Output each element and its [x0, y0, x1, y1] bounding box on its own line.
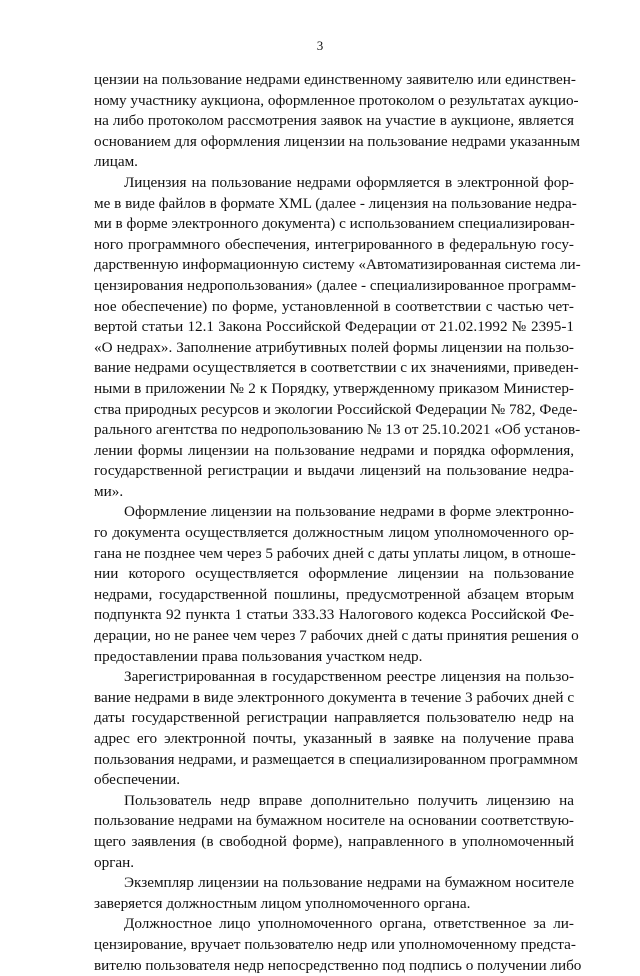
text-line: на либо протоколом рассмотрения заявок на участие в аукционе, является [94, 112, 574, 130]
text-line: подпункта 92 пункта 1 статьи 333.33 Налогового кодекса Российской Фе- [94, 606, 574, 624]
page-number: 3 [316, 38, 324, 53]
text-line: вителю пользователя недр непосредственно под подпись о получении либо [94, 956, 582, 974]
text-line: Лицензия на пользование недрами оформляется в электронной фор- [124, 173, 574, 191]
text-line: основанием для оформления лицензии на пользование недрами указанным [94, 132, 581, 150]
paragraph [94, 173, 581, 503]
text-line: лицам. [94, 153, 138, 171]
text-line: дарственную информационную систему «Автоматизированная система ли- [94, 256, 581, 274]
text-line: ства природных ресурсов и экологии Российской Федерации № 782, Феде- [94, 400, 578, 418]
text-line: заверяется должностным лицом уполномоченного органа. [94, 894, 471, 912]
document-body [94, 70, 582, 976]
text-line: пользования недрами, и размещается в специализированном программном [94, 750, 578, 768]
text-line: нии которого осуществляется оформление лицензии на пользование [94, 565, 574, 583]
text-line: ме в виде файлов в формате XML (далее - лицензия на пользование недра- [94, 194, 577, 212]
text-line: Экземпляр лицензии на пользование недрами на бумажном носителе [124, 874, 574, 892]
text-line: адрес его электронной почты, указанный в заявке на получение права [94, 730, 574, 747]
paragraph [94, 502, 579, 667]
paragraph [94, 873, 574, 914]
text-line: недрами, государственной пошлины, предусмотренной абзацем вторым [94, 585, 574, 603]
text-line: ными в приложении № 2 к Порядку, утвержденному приказом Министер- [94, 379, 574, 397]
text-line: даты государственной регистрации направляется пользователю недр на [94, 709, 574, 727]
text-line: ное обеспечение) по форме, установленной в соответствии с частью чет- [94, 297, 574, 315]
text-line: Зарегистрированная в государственном реестре лицензия на пользо- [124, 668, 574, 686]
text-line: вание недрами в виде электронного документа в течение 3 рабочих дней с [94, 688, 575, 706]
text-line: ми в форме электронного документа) с использованием специализирован- [94, 215, 575, 233]
text-line: орган. [94, 853, 135, 871]
text-line: Оформление лицензии на пользование недрами в форме электронно- [124, 503, 574, 521]
paragraph [94, 667, 578, 791]
text-line: предоставлении права пользования участком недр. [94, 647, 423, 665]
text-line: дерации, но не ранее чем через 7 рабочих дней с даты принятия решения о [94, 627, 579, 645]
text-line: цензирование, вручает пользователю недр или уполномоченному предста- [94, 935, 576, 953]
text-line: обеспечении. [94, 771, 181, 789]
text-line: «О недрах». Заполнение атрибутивных полей формы лицензии на пользо- [94, 338, 574, 356]
text-line: цензии на пользование недрами единственному заявителю или единствен- [94, 71, 576, 88]
text-line: ного программного обеспечения, интегрированного в федеральную госу- [94, 235, 574, 253]
text-line: государственной регистрации и выдачи лицензий на пользование недра- [94, 462, 574, 480]
paragraph [94, 70, 581, 173]
text-line: ному участнику аукциона, оформленное протоколом о результатах аукцио- [94, 91, 579, 109]
text-line: Должностное лицо уполномоченного органа, ответственное за ли- [124, 915, 574, 933]
text-line: ми». [94, 482, 124, 500]
text-line: рального агентства по недропользованию № 13 от 25.10.2021 «Об установ- [94, 421, 581, 439]
text-line: цензирования недропользования» (далее - специализированное программ- [94, 276, 577, 294]
text-line: гана не позднее чем через 5 рабочих дней с даты уплаты лицом, в отноше- [94, 544, 576, 562]
text-line: Пользователь недр вправе дополнительно получить лицензию на [124, 791, 574, 809]
text-line: пользование недрами на бумажном носителе на основании соответствую- [94, 812, 574, 830]
text-line: вание недрами осуществляется в соответствии с их значениями, приведен- [94, 359, 579, 377]
text-line: вертой статьи 12.1 Закона Российской Федерации от 21.02.1992 № 2395-1 [94, 318, 574, 336]
text-line: щего заявления (в свободной форме), направленного в уполномоченный [94, 832, 574, 850]
text-line: го документа осуществляется должностным лицом уполномоченного ор- [94, 524, 574, 542]
paragraph [94, 914, 582, 976]
text-line: лении формы лицензии на пользование недрами и порядка оформления, [94, 441, 574, 459]
paragraph [94, 791, 574, 873]
